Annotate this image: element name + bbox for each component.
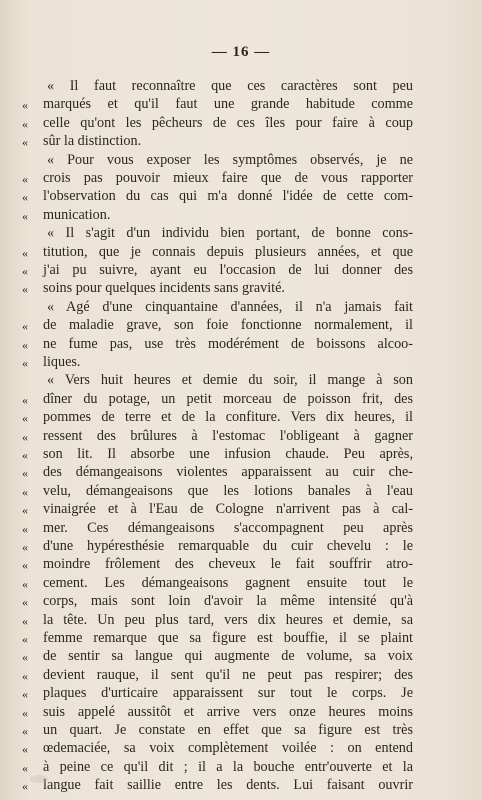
text-line: [0, 444, 482, 464]
quote-mark: «: [22, 484, 28, 499]
text-line: [0, 610, 482, 630]
text-line: [0, 186, 482, 206]
line-text: ressent des brûlures à l'estomac l'obligeant à gagner: [43, 427, 413, 444]
line-text: vinaigrée et à l'Eau de Cologne n'arrivent pas à cal-: [43, 501, 413, 518]
text-line: [0, 205, 482, 225]
line-text: velu, démangeaisons que les lotions banales à l'eau: [43, 482, 413, 499]
quote-mark: «: [22, 779, 28, 794]
quote-mark: «: [22, 521, 28, 536]
text-line: [0, 223, 482, 243]
quote-mark: «: [22, 135, 28, 150]
line-text: devient rauque, il sent qu'il ne peut pas respirer; des: [43, 666, 413, 683]
line-text: cement. Les démangeaisons gagnent ensuite tout le: [43, 574, 413, 591]
quote-mark: «: [22, 356, 28, 370]
text-line: [0, 499, 482, 519]
line-text: œdemaciée, sa voix complètement voilée : on entend: [43, 740, 413, 757]
text-line: [0, 150, 482, 170]
quote-mark: «: [22, 245, 28, 260]
text-line: [0, 702, 482, 722]
text-line: [0, 426, 482, 446]
paper-smudge: [30, 775, 48, 783]
line-text: titution, que je connais depuis plusieurs années, et que: [43, 243, 413, 260]
quote-mark: «: [22, 411, 28, 426]
quote-mark: «: [22, 282, 28, 297]
text-line: [0, 315, 482, 335]
line-text: de maladie grave, son foie fonctionne normalement, il: [43, 317, 413, 334]
text-line: [0, 536, 482, 556]
line-text: à peine ce qu'il dit ; il a la bouche entr'ouverte et la: [43, 758, 413, 775]
text-line: [0, 665, 482, 685]
text-line: [0, 775, 482, 795]
text-line: [0, 94, 482, 114]
text-line: [0, 297, 482, 317]
line-text: « Pour vous exposer les symptômes observés, je ne: [47, 151, 413, 168]
text-line: [0, 334, 482, 354]
text-line: [0, 518, 482, 538]
text-line: [0, 113, 482, 133]
text-line: [0, 131, 482, 151]
line-text: un quart. Je constate en effet que sa figure est très: [43, 722, 413, 738]
line-text: marqués et qu'il faut une grande habitude comme: [43, 96, 413, 113]
text-line: [0, 462, 482, 482]
line-text: celle qu'ont les pêcheurs de ces îles pour faire à coup: [43, 114, 413, 131]
line-text: « Il faut reconnaître que ces caractères sont peu: [47, 78, 413, 94]
quote-mark: «: [22, 190, 28, 205]
line-text: sûr la distinction.: [43, 133, 142, 150]
line-text: des démangeaisons violentes apparaissent au cuir che-: [43, 464, 413, 481]
quote-mark: «: [22, 595, 28, 610]
line-text: soins pour quelques incidents sans gravité.: [43, 280, 285, 297]
text-line: [0, 738, 482, 758]
text-line: [0, 683, 482, 703]
quote-mark: «: [22, 319, 28, 334]
quote-mark: «: [22, 705, 28, 720]
quote-mark: «: [22, 264, 28, 278]
line-text: mer. Ces démangeaisons s'accompagnent peu après: [43, 519, 413, 536]
line-text: de sentir sa langue qui augmente de volume, sa voix: [43, 648, 413, 665]
line-text: « Il s'agit d'un individu bien portant, de bonne cons-: [47, 225, 413, 242]
line-text: munication.: [43, 206, 111, 223]
text-line: [0, 352, 482, 372]
text-line: [0, 278, 482, 298]
line-text: la tête. Un peu plus tard, vers dix heures et demie, sa: [43, 611, 413, 628]
text-line: [0, 757, 482, 777]
line-text: crois pas pouvoir mieux faire que de vous rapporter: [43, 170, 413, 186]
text-line: [0, 260, 482, 280]
quote-mark: «: [22, 466, 28, 481]
text-line: [0, 242, 482, 262]
quote-mark: «: [22, 98, 28, 113]
line-text: moindre frôlement des cheveux le fait souffrir atro-: [43, 556, 413, 573]
quote-mark: «: [22, 613, 28, 628]
text-line: [0, 168, 482, 188]
quote-mark: «: [22, 503, 28, 518]
line-text: pommes de terre et de la confiture. Vers dix heures, il: [43, 409, 413, 426]
quote-mark: «: [22, 208, 28, 223]
quote-mark: «: [22, 392, 28, 407]
quote-mark: «: [22, 172, 28, 186]
line-text: d'une hypéresthésie remarquable du cuir chevelu : le: [43, 538, 413, 554]
quote-mark: «: [22, 558, 28, 573]
quote-mark: «: [22, 429, 28, 444]
quote-mark: «: [22, 116, 28, 131]
quote-mark: «: [22, 540, 28, 554]
line-text: « Vers huit heures et demie du soir, il mange à son: [47, 372, 413, 389]
line-text: femme remarque que sa figure est bouffie, il se plaint: [43, 630, 413, 646]
quote-mark: «: [22, 337, 28, 352]
page-number: — 16 —: [211, 44, 271, 60]
text-line: [0, 591, 482, 611]
text-line: [0, 628, 482, 648]
text-line: [0, 76, 482, 96]
quote-mark: «: [22, 576, 28, 591]
text-line: [0, 573, 482, 593]
text-line: [0, 554, 482, 574]
line-text: liques.: [43, 354, 81, 370]
quote-mark: «: [22, 760, 28, 775]
line-text: « Agé d'une cinquantaine d'années, il n'a jamais fait: [47, 298, 413, 315]
line-text: dîner du potage, un petit morceau de poisson frit, des: [43, 390, 413, 407]
line-text: j'ai pu suivre, ayant eu l'occasion de lui donner des: [43, 262, 413, 278]
text-line: [0, 407, 482, 427]
line-text: plaques d'urticaire apparaissent sur tout le corps. Je: [43, 685, 413, 702]
quote-mark: «: [22, 650, 28, 665]
quote-mark: «: [22, 742, 28, 757]
line-text: langue fait saillie entre les dents. Lui faisant ouvrir: [43, 777, 413, 794]
quote-mark: «: [22, 724, 28, 738]
line-text: corps, mais sont loin d'avoir la même intensité qu'à: [43, 593, 413, 610]
text-line: [0, 720, 482, 740]
text-line: [0, 646, 482, 666]
quote-mark: «: [22, 448, 28, 462]
quote-mark: «: [22, 668, 28, 683]
line-text: l'observation du cas qui m'a donné l'idée de cette com-: [43, 188, 413, 205]
line-text: ne fume pas, use très modérément de boissons alcoo-: [43, 335, 413, 352]
quote-mark: «: [22, 687, 28, 702]
quote-mark: «: [22, 632, 28, 646]
line-text: son lit. Il absorbe une infusion chaude. Peu après,: [43, 446, 413, 462]
text-line: [0, 481, 482, 501]
line-text: suis appelé aussitôt et arrive vers onze heures moins: [43, 703, 413, 720]
text-line: [0, 389, 482, 409]
text-line: [0, 370, 482, 390]
